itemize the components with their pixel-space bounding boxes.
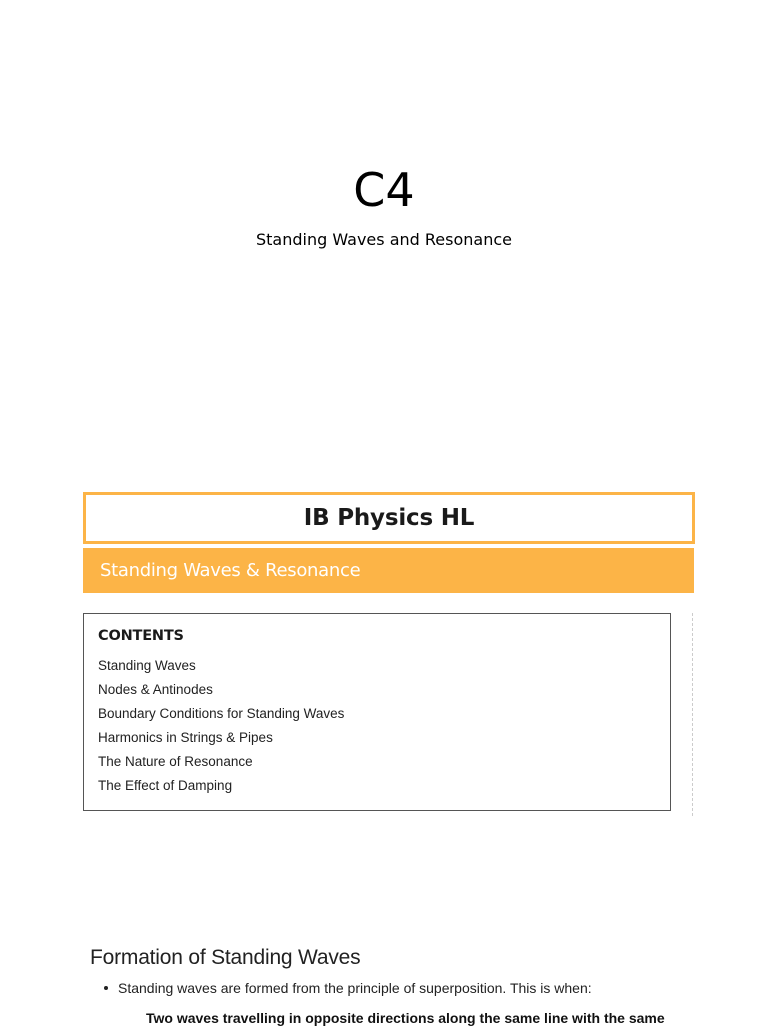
bullet-text: Standing waves are formed from the principle of superposition. This is when:: [118, 980, 592, 996]
contents-item-resonance[interactable]: The Nature of Resonance: [98, 754, 253, 769]
contents-item-harmonics[interactable]: Harmonics in Strings & Pipes: [98, 730, 273, 745]
course-title: IB Physics HL: [303, 505, 475, 531]
cover-subtitle: Standing Waves and Resonance: [256, 230, 512, 249]
contents-box: [83, 613, 671, 811]
course-banner: [83, 492, 695, 544]
contents-item-boundary-conditions[interactable]: Boundary Conditions for Standing Waves: [98, 706, 345, 721]
dashed-divider: [692, 613, 693, 816]
contents-item-nodes-antinodes[interactable]: Nodes & Antinodes: [98, 682, 213, 697]
bullet-dot-icon: [104, 986, 108, 990]
section-heading: Formation of Standing Waves: [90, 946, 361, 969]
contents-item-damping[interactable]: The Effect of Damping: [98, 778, 233, 793]
contents-heading: CONTENTS: [98, 628, 184, 644]
topic-title: Standing Waves & Resonance: [100, 560, 361, 581]
emphasis-text: Two waves travelling in opposite directions along the same line with the same: [146, 1010, 665, 1026]
bullet-list: [104, 978, 592, 998]
contents-list: [98, 654, 344, 798]
topic-bar: [83, 548, 694, 593]
contents-item-standing-waves[interactable]: Standing Waves: [98, 658, 196, 673]
cover-title: C4: [353, 163, 415, 217]
bullet-item: [104, 978, 592, 998]
